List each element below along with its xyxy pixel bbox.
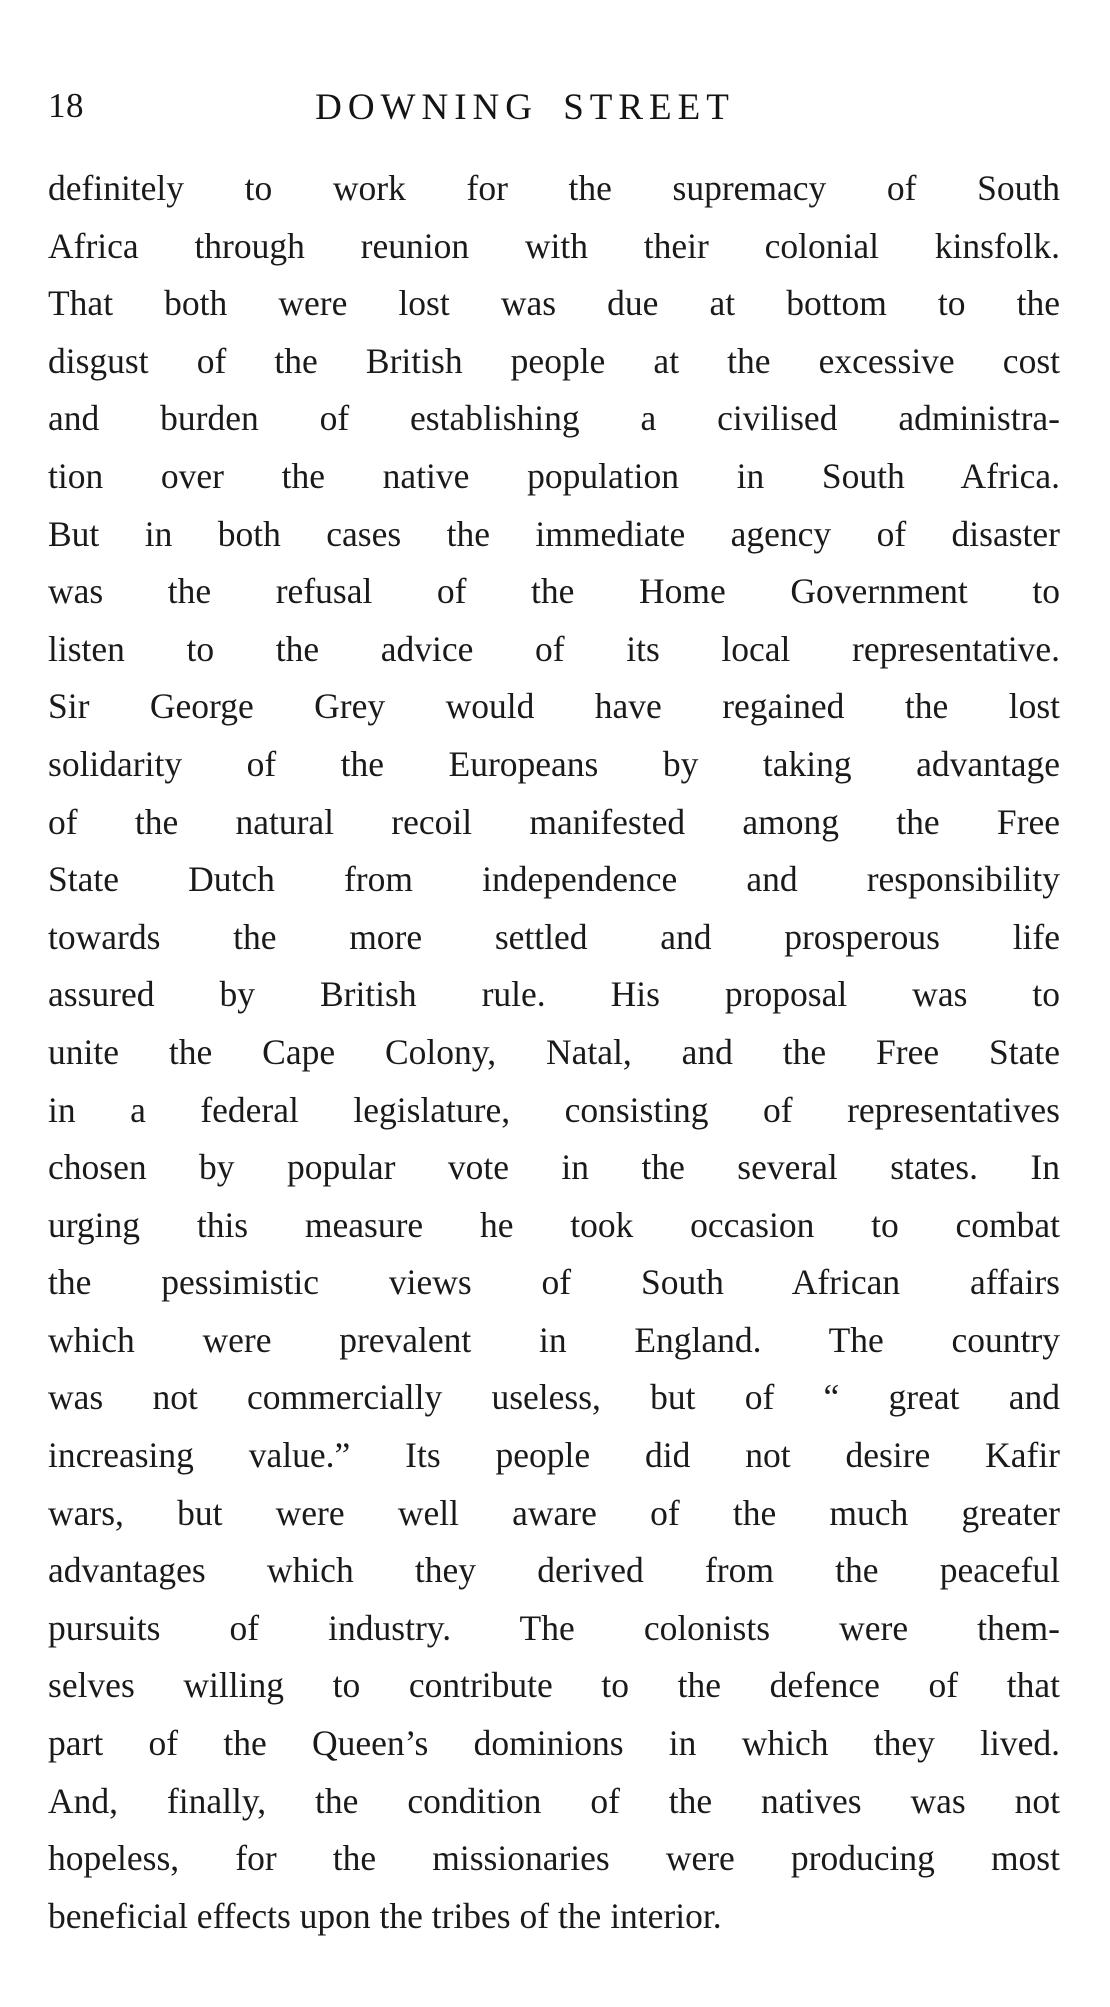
text-line: hopeless, for the missionaries were producing most	[48, 1838, 1060, 1879]
text-line: definitely to work for the supremacy of South	[48, 168, 1060, 208]
text-line: in a federal legislature, consisting of representatives	[48, 1089, 1060, 1130]
text-line: and burden of establishing a civilised administra-	[48, 398, 1060, 439]
text-line: But in both cases the immediate agency of disaster	[48, 513, 1060, 554]
page-header	[0, 86, 1110, 138]
text-line: selves willing to contribute to the defence of that	[48, 1665, 1060, 1706]
text-line: of the natural recoil manifested among the Free	[48, 801, 1060, 842]
text-line: which were prevalent in England. The country	[48, 1319, 1060, 1360]
text-line: assured by British rule. His proposal was to	[48, 974, 1060, 1015]
text-line: was the refusal of the Home Government to	[48, 571, 1060, 612]
text-line: towards the more settled and prosperous life	[48, 916, 1060, 957]
text-line: wars, but were well aware of the much greater	[48, 1492, 1060, 1533]
text-line: urging this measure he took occasion to combat	[48, 1204, 1060, 1245]
paragraph	[48, 160, 1060, 1945]
text-line: part of the Queen’s dominions in which they lived.	[48, 1723, 1060, 1764]
text-line: State Dutch from independence and responsibility	[48, 859, 1060, 900]
text-line: pursuits of industry. The colonists were them-	[48, 1607, 1060, 1648]
text-line: solidarity of the Europeans by taking advantage	[48, 743, 1060, 784]
text-line: Africa through reunion with their colonial kinsfolk.	[48, 225, 1060, 266]
body-text	[48, 160, 1060, 1945]
text-line: listen to the advice of its local representative.	[48, 628, 1060, 669]
text-line: beneficial effects upon the tribes of the interior.	[48, 1895, 722, 1936]
running-head: DOWNING STREET	[315, 87, 735, 128]
text-line: That both were lost was due at bottom to the	[48, 283, 1060, 324]
text-line: And, finally, the condition of the natives was not	[48, 1780, 1060, 1821]
text-line: increasing value.” Its people did not desire Kafir	[48, 1435, 1060, 1476]
text-line: unite the Cape Colony, Natal, and the Free State	[48, 1031, 1060, 1072]
text-line: chosen by popular vote in the several states. In	[48, 1147, 1060, 1188]
text-line: advantages which they derived from the peaceful	[48, 1550, 1060, 1591]
text-line: tion over the native population in South Africa.	[48, 455, 1060, 496]
text-line: was not commercially useless, but of “ great and	[48, 1377, 1060, 1418]
text-line: disgust of the British people at the excessive cost	[48, 340, 1060, 381]
text-line: Sir George Grey would have regained the lost	[48, 686, 1060, 727]
text-line: the pessimistic views of South African affairs	[48, 1262, 1060, 1303]
page-number: 18	[48, 86, 84, 125]
